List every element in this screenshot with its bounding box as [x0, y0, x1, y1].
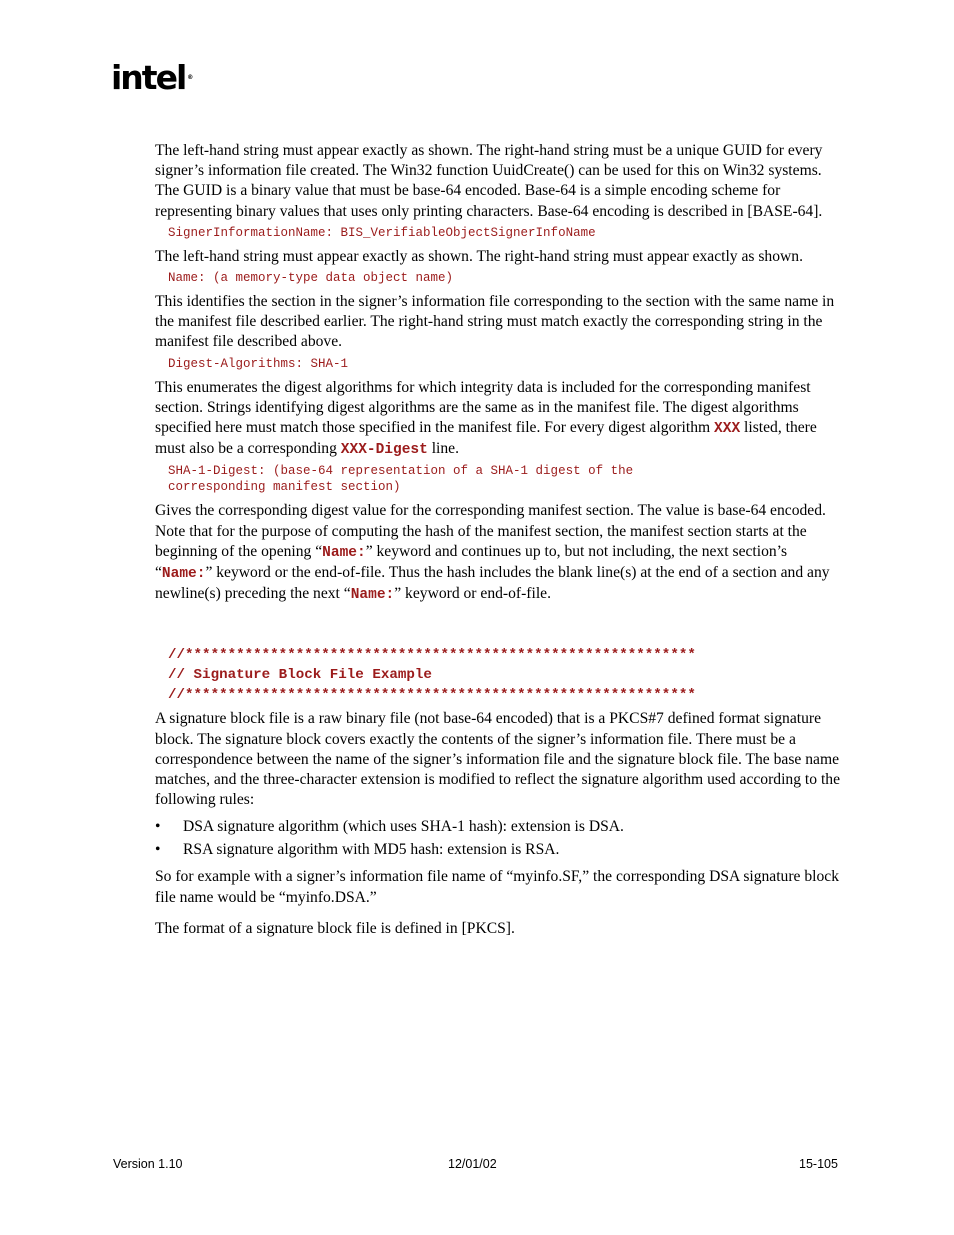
keyword-name: Name:	[350, 587, 395, 604]
paragraph-signature-block: A signature block file is a raw binary file (not base-64 encoded) that is a PKCS#7 defined format signature block. The signature block covers exactly the contents of the signer’s information file. There must be a correspondence between the name of the signer’s information file and the signature block file. The base name matches, and the three-character extension is modified to reflect the signature algorithm used according to the following rules:	[155, 710, 840, 809]
footer-date: 12/01/02	[448, 1157, 497, 1171]
footer-page-number: 15-105	[799, 1157, 838, 1171]
paragraph-digest-value: Gives the corresponding digest value for the corresponding manifest section. The value is base-64 encoded. Note that for the purpose of computing the hash of the manifest section, the manifest section starts at the beginning of the opening “Name:” keyword and continues up to, but not including, the next section’s “Name:” keyword or the end-of-file. Thus the hash includes the blank line(s) at the end of a section and any newline(s) preceding the next “Name:” keyword or end-of-file.	[155, 502, 830, 604]
code-signer-information-name: SignerInformationName: BIS_VerifiableObjectSignerInfoName	[168, 225, 596, 240]
intel-logo	[111, 58, 193, 98]
keyword-name: Name:	[322, 544, 366, 561]
logo-text: intel	[111, 58, 186, 97]
extension-rules-list	[155, 815, 845, 861]
list-item: • DSA signature algorithm (which uses SHA-1 hash): extension is DSA.	[155, 815, 845, 838]
keyword-xxx: XXX	[714, 421, 741, 438]
section-heading-code: //************************************************************ // Signature Block File Example //************************************************************	[168, 647, 696, 704]
paragraph-digest-algorithms: This enumerates the digest algorithms for which integrity data is included for the corresponding manifest section. Strings identifying digest algorithms are the same as in the manifest file. The digest algorithms specified here must match those specified in the manifest file. For every digest algorithm XXX listed, there must also be a corresponding XXX-Digest line.	[155, 378, 817, 459]
code-name: Name: (a memory-type data object name)	[168, 271, 454, 286]
keyword-xxx-digest: XXX-Digest	[340, 442, 428, 459]
paragraph-format: The format of a signature block file is defined in [PKCS].	[155, 919, 515, 937]
paragraph-section-identifier: This identifies the section in the signer’s information file corresponding to the section with the same name in the manifest file described earlier. The right-hand string must match exactly the corresponding string in the manifest file described above.	[155, 293, 835, 351]
footer-version: Version 1.10	[113, 1157, 183, 1171]
registered-mark: ®	[187, 74, 194, 81]
main-content	[155, 141, 845, 939]
bullet-glyph: •	[155, 841, 161, 859]
code-digest-algorithms: Digest-Algorithms: SHA-1	[168, 356, 349, 371]
paragraph-example: So for example with a signer’s information file name of “myinfo.SF,” the corresponding DSA signature block file name would be “myinfo.DSA.”	[155, 868, 840, 906]
code-sha1-digest: SHA-1-Digest: (base-64 representation of a SHA-1 digest of the corresponding manifest section)	[168, 464, 634, 495]
list-item: • RSA signature algorithm with MD5 hash: extension is RSA.	[155, 838, 845, 861]
bullet-glyph: •	[155, 818, 161, 836]
paragraph-guid: The left-hand string must appear exactly as shown. The right-hand string must be a unique GUID for every signer’s information file created. The Win32 function UuidCreate() can be used for this on Win32 systems. The GUID is a binary value that must be base-64 encoded. Base-64 is a simple encoding scheme for representing binary values that uses only printing characters. Base-64 encoding is described in [BASE-64].	[155, 142, 823, 220]
paragraph-left-hand-string: The left-hand string must appear exactly as shown. The right-hand string must appear exactly as shown.	[155, 247, 803, 265]
keyword-name: Name:	[161, 566, 206, 583]
